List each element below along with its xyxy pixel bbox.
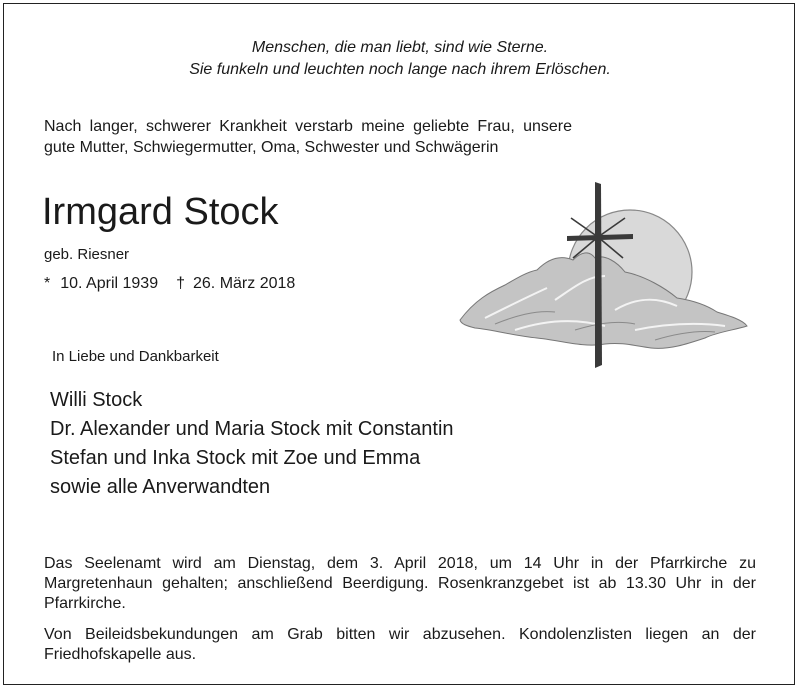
birth-symbol: * [44,275,51,292]
deceased-name: Irmgard Stock [42,191,279,233]
birth-date: 10. April 1939 [60,275,159,292]
death-symbol: † [176,275,185,292]
quote-line-1: Menschen, die man liebt, sind wie Sterne. [251,39,549,56]
mourner-line: Dr. Alexander und Maria Stock mit Constantin [50,418,454,440]
cross-sun-mountains-icon [455,180,755,370]
intro-text: Nach langer, schwerer Krankheit verstarb meine geliebte Frau, unsere gute Mutter, Schwiegermutter, Oma, Schwester und Schwägerin [44,118,572,156]
condolence-note: Von Beileidsbekundungen am Grab bitten wir abzusehen. Kondolenzlisten liegen an der Friedhofskapelle aus. [44,626,756,663]
mountain-shape [460,253,747,348]
quote-line-2: Sie funkeln und leuchten noch lange nach ihrem Erlöschen. [189,61,611,78]
maiden-name: geb. Riesner [44,246,130,263]
mourner-line: Willi Stock [50,389,143,411]
life-dates [44,273,295,295]
mourner-line: sowie alle Anverwandten [50,476,271,498]
memorial-quote [0,37,800,81]
death-date: 26. März 2018 [193,275,296,292]
cross-vertical [595,182,602,368]
mourner-line: Stefan und Inka Stock mit Zoe und Emma [50,447,421,469]
service-info: Das Seelenamt wird am Dienstag, dem 3. April 2018, um 14 Uhr in der Pfarrkirche zu Margretenhaun gehalten; anschließend Beerdigung. Rosenkranzgebet ist ab 13.30 Uhr in der Pfarrkirche. [44,555,756,612]
mourners-list [50,386,454,502]
closing-phrase: In Liebe und Dankbarkeit [52,348,219,365]
